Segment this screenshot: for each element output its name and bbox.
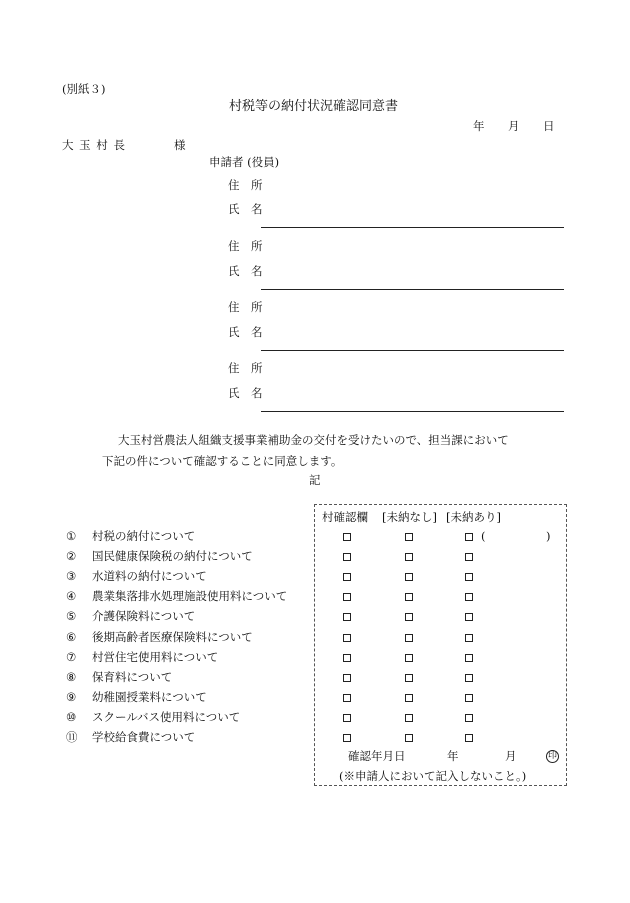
- arrears-note-paren-close: ): [546, 529, 551, 543]
- address-label: 住 所: [228, 361, 263, 375]
- no-arrears-checkbox[interactable]: [405, 573, 413, 581]
- arrears-checkbox[interactable]: [465, 634, 473, 642]
- item-label: 村営住宅使用料について: [92, 650, 219, 664]
- item-number: ⑪: [66, 730, 78, 744]
- not-for-applicant-note: (※申請人において記入しないこと。): [339, 769, 527, 783]
- item-label: スクールバス使用料について: [92, 710, 241, 724]
- item-number: ⑥: [66, 630, 77, 644]
- arrears-note-paren-open: (: [481, 529, 486, 543]
- village-check-checkbox[interactable]: [343, 654, 351, 662]
- village-check-checkbox[interactable]: [343, 694, 351, 702]
- name-label: 氏 名: [228, 202, 263, 216]
- item-number: ⑩: [66, 710, 77, 724]
- no-arrears-checkbox[interactable]: [405, 674, 413, 682]
- item-label: 農業集落排水処理施設使用料について: [92, 589, 288, 603]
- no-arrears-checkbox[interactable]: [405, 734, 413, 742]
- village-check-checkbox[interactable]: [343, 593, 351, 601]
- name-label: 氏 名: [228, 264, 263, 278]
- arrears-checkbox[interactable]: [465, 734, 473, 742]
- addressee-name: 大 玉 村 長: [62, 138, 126, 152]
- item-number: ⑨: [66, 690, 77, 704]
- confirm-year-label: 年: [447, 749, 459, 763]
- no-arrears-checkbox[interactable]: [405, 613, 413, 621]
- date-month-label: 月: [508, 119, 520, 133]
- village-check-checkbox[interactable]: [343, 573, 351, 581]
- attachment-label: (別紙３): [62, 82, 106, 96]
- signature-line: [261, 227, 564, 228]
- item-number: ③: [66, 569, 77, 583]
- arrears-checkbox[interactable]: [465, 553, 473, 561]
- name-label: 氏 名: [228, 325, 263, 339]
- header-no-arrears: [未納なし]: [382, 510, 437, 524]
- date-year-label: 年: [473, 119, 485, 133]
- no-arrears-checkbox[interactable]: [405, 553, 413, 561]
- no-arrears-checkbox[interactable]: [405, 654, 413, 662]
- arrears-checkbox[interactable]: [465, 573, 473, 581]
- addressee-honorific: 様: [174, 138, 186, 152]
- item-label: 保育料について: [92, 670, 173, 684]
- arrears-checkbox[interactable]: [465, 593, 473, 601]
- header-arrears: [未納あり]: [446, 510, 501, 524]
- ki-label: 記: [309, 473, 321, 487]
- confirm-month-label: 月: [505, 749, 517, 763]
- consent-line-2: 下記の件について確認することに同意します。: [102, 454, 343, 468]
- no-arrears-checkbox[interactable]: [405, 634, 413, 642]
- item-label: 幼稚園授業料について: [92, 690, 207, 704]
- item-label: 学校給食費について: [92, 730, 196, 744]
- item-number: ②: [66, 549, 77, 563]
- village-check-box: [314, 504, 567, 786]
- applicant-label: 申請者 (役員): [209, 155, 280, 169]
- village-check-checkbox[interactable]: [343, 634, 351, 642]
- village-check-checkbox[interactable]: [343, 734, 351, 742]
- item-label: 後期高齢者医療保険料について: [92, 630, 253, 644]
- village-check-checkbox[interactable]: [343, 553, 351, 561]
- no-arrears-checkbox[interactable]: [405, 533, 413, 541]
- signature-line: [261, 289, 564, 290]
- seal-icon: 印: [547, 751, 557, 761]
- date-day-label: 日: [543, 119, 555, 133]
- arrears-checkbox[interactable]: [465, 714, 473, 722]
- address-label: 住 所: [228, 178, 263, 192]
- village-check-checkbox[interactable]: [343, 613, 351, 621]
- no-arrears-checkbox[interactable]: [405, 694, 413, 702]
- consent-line-1: 大玉村営農法人組織支援事業補助金の交付を受けたいので、担当課において: [118, 433, 509, 447]
- no-arrears-checkbox[interactable]: [405, 593, 413, 601]
- village-check-checkbox[interactable]: [343, 714, 351, 722]
- item-label: 村税の納付について: [92, 529, 196, 543]
- village-check-checkbox[interactable]: [343, 533, 351, 541]
- item-number: ⑤: [66, 609, 77, 623]
- item-number: ①: [66, 529, 77, 543]
- header-village-check: 村確認欄: [322, 510, 368, 524]
- arrears-checkbox[interactable]: [465, 674, 473, 682]
- signature-line: [261, 411, 564, 412]
- arrears-checkbox[interactable]: [465, 694, 473, 702]
- item-number: ⑧: [66, 670, 77, 684]
- item-label: 国民健康保険税の納付について: [92, 549, 253, 563]
- confirm-date-label: 確認年月日: [348, 749, 406, 763]
- address-label: 住 所: [228, 239, 263, 253]
- address-label: 住 所: [228, 300, 263, 314]
- village-check-checkbox[interactable]: [343, 674, 351, 682]
- signature-line: [261, 350, 564, 351]
- document-title: 村税等の納付状況確認同意書: [229, 99, 399, 114]
- item-label: 介護保険料について: [92, 609, 196, 623]
- arrears-checkbox[interactable]: [465, 654, 473, 662]
- arrears-checkbox[interactable]: [465, 533, 473, 541]
- item-label: 水道料の納付について: [92, 569, 207, 583]
- name-label: 氏 名: [228, 386, 263, 400]
- item-number: ④: [66, 589, 77, 603]
- item-number: ⑦: [66, 650, 77, 664]
- no-arrears-checkbox[interactable]: [405, 714, 413, 722]
- arrears-checkbox[interactable]: [465, 613, 473, 621]
